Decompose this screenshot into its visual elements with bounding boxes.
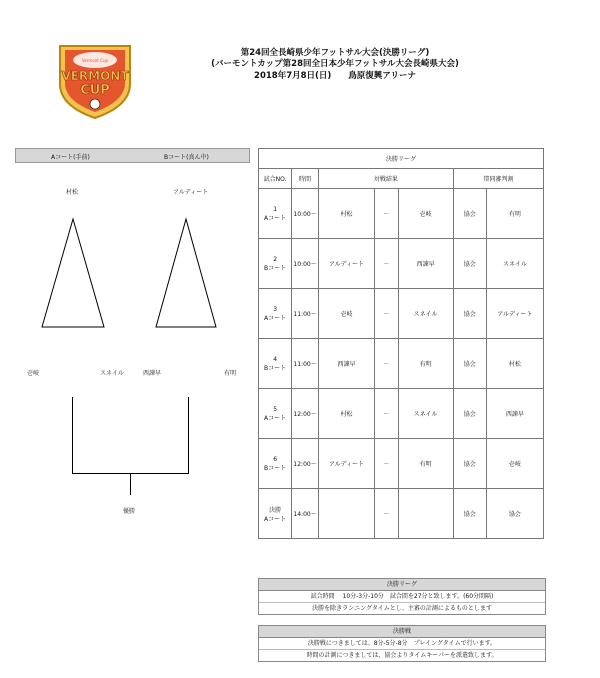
header-referee: 帯同審判割: [453, 169, 543, 189]
match-court: Aコート: [264, 314, 287, 322]
svg-text:VERMONT: VERMONT: [61, 69, 129, 83]
match-away: スネイル: [398, 289, 453, 339]
court-a-top-team: 村松: [66, 189, 79, 196]
final-rules-title: 決勝戦: [259, 626, 545, 638]
match-no: [259, 339, 292, 389]
match-ref1: 協会: [453, 389, 486, 439]
match-dash: －: [375, 289, 398, 339]
match-ref1: 協会: [453, 289, 486, 339]
svg-text:Vermont Cup: Vermont Cup: [81, 58, 109, 63]
match-ref2: 西諫早: [486, 389, 543, 439]
match-number: 5: [273, 405, 278, 413]
match-ref1: 協会: [453, 439, 486, 489]
match-time: 12:00～: [292, 439, 319, 489]
match-dash: －: [375, 189, 398, 239]
match-no: [259, 439, 292, 489]
match-time: 11:00～: [292, 289, 319, 339]
match-no: [259, 489, 292, 539]
league-row: [259, 339, 544, 389]
date-venue: 2018年7月8日(日) 鳥原復興アリーナ: [254, 71, 416, 81]
tournament-title: 第24回全長崎県少年フットサル大会(決勝リーグ): [240, 48, 430, 58]
match-number: 6: [273, 455, 278, 463]
match-away: 西諫早: [398, 239, 453, 289]
bracket-right-line: [188, 397, 189, 473]
match-no: [259, 289, 292, 339]
match-ref2: スネイル: [486, 239, 543, 289]
match-number: 3: [273, 305, 278, 313]
league-rules-line1: 試合時間 10分-3分-10分 試合間を27分と致します。(60分間隔): [259, 591, 545, 603]
bracket-left-line: [72, 397, 73, 473]
bracket-final-line: [130, 473, 131, 495]
match-time: 11:00～: [292, 339, 319, 389]
court-b-right-team: 有明: [224, 370, 237, 377]
final-rules-box: [258, 625, 546, 662]
match-court: Aコート: [264, 515, 287, 523]
match-time: 10:00～: [292, 189, 319, 239]
tournament-subtitle: (バーモントカップ第28回全日本少年フットサル大会長崎県大会): [211, 59, 459, 69]
court-a-right-team: スネイル: [100, 370, 124, 377]
match-ref1: 協会: [453, 339, 486, 389]
match-time: 14:00～: [292, 489, 319, 539]
league-row: [259, 189, 544, 239]
match-time: 10:00～: [292, 239, 319, 289]
match-ref1: 協会: [453, 239, 486, 289]
court-b-triangle: [156, 219, 216, 327]
league-rules-line2: 決勝を除きランニングタイムとし、主審の計測によるものとします: [312, 605, 492, 612]
match-home: アルディート: [318, 439, 374, 489]
match-court: Bコート: [264, 464, 287, 472]
league-row: [259, 389, 544, 439]
match-away: [398, 489, 453, 539]
court-a-label: Aコート(手前): [51, 154, 90, 161]
league-row: [259, 239, 544, 289]
winner-label: 優勝: [123, 508, 136, 515]
match-court: Bコート: [264, 264, 287, 272]
league-rules-box: [258, 578, 546, 615]
match-home: 村松: [318, 189, 374, 239]
match-dash: －: [375, 339, 398, 389]
court-a-left-team: 壱岐: [27, 370, 40, 377]
match-number: 4: [273, 355, 278, 363]
league-rules-title: 決勝リーグ: [259, 579, 545, 591]
match-ref2: 協会: [486, 489, 543, 539]
final-rules-line1: 決勝戦につきましては、8分-5分-8分 プレイングタイムで行います。: [259, 638, 545, 650]
match-away: 壱岐: [398, 189, 453, 239]
match-away: スネイル: [398, 389, 453, 439]
court-b-top-team: アルディート: [173, 189, 209, 196]
match-dash: －: [375, 239, 398, 289]
match-court: Aコート: [264, 214, 287, 222]
league-row: [259, 439, 544, 489]
match-away: 有明: [398, 439, 453, 489]
league-row: [259, 289, 544, 339]
league-row: [259, 489, 544, 539]
match-dash: －: [375, 439, 398, 489]
court-b-label: Bコート(真ん中): [164, 154, 209, 161]
league-table: [258, 148, 544, 539]
match-home: 西諫早: [318, 339, 374, 389]
svg-text:CUP: CUP: [80, 83, 110, 98]
match-home: [318, 489, 374, 539]
court-triangles: [0, 0, 260, 340]
match-time: 12:00～: [292, 389, 319, 439]
court-a-triangle: [42, 219, 104, 327]
match-number: 決勝: [269, 506, 282, 514]
header-match-no: 試合NO.: [259, 169, 292, 189]
final-rules-line2: 時間の計測につきましては、協会よりタイムキーパーを派遣致します。: [306, 652, 498, 659]
match-ref2: 壱岐: [486, 439, 543, 489]
match-number: 1: [273, 205, 278, 213]
match-court: Bコート: [264, 364, 287, 372]
match-ref1: 協会: [453, 489, 486, 539]
match-dash: －: [375, 389, 398, 439]
match-home: 壱岐: [318, 289, 374, 339]
match-ref1: 協会: [453, 189, 486, 239]
match-no: [259, 239, 292, 289]
match-ref2: 村松: [486, 339, 543, 389]
match-court: Aコート: [264, 414, 287, 422]
court-b-left-team: 西諫早: [143, 370, 162, 377]
match-no: [259, 189, 292, 239]
match-home: アルディート: [318, 239, 374, 289]
league-title: 決勝リーグ: [259, 149, 544, 169]
match-ref2: アルディート: [486, 289, 543, 339]
header-result: 対戦結果: [318, 169, 453, 189]
match-away: 有明: [398, 339, 453, 389]
match-no: [259, 389, 292, 439]
header-time: 時間: [292, 169, 319, 189]
match-number: 2: [273, 255, 278, 263]
match-ref2: 有明: [486, 189, 543, 239]
match-home: 村松: [318, 389, 374, 439]
match-dash: －: [375, 489, 398, 539]
